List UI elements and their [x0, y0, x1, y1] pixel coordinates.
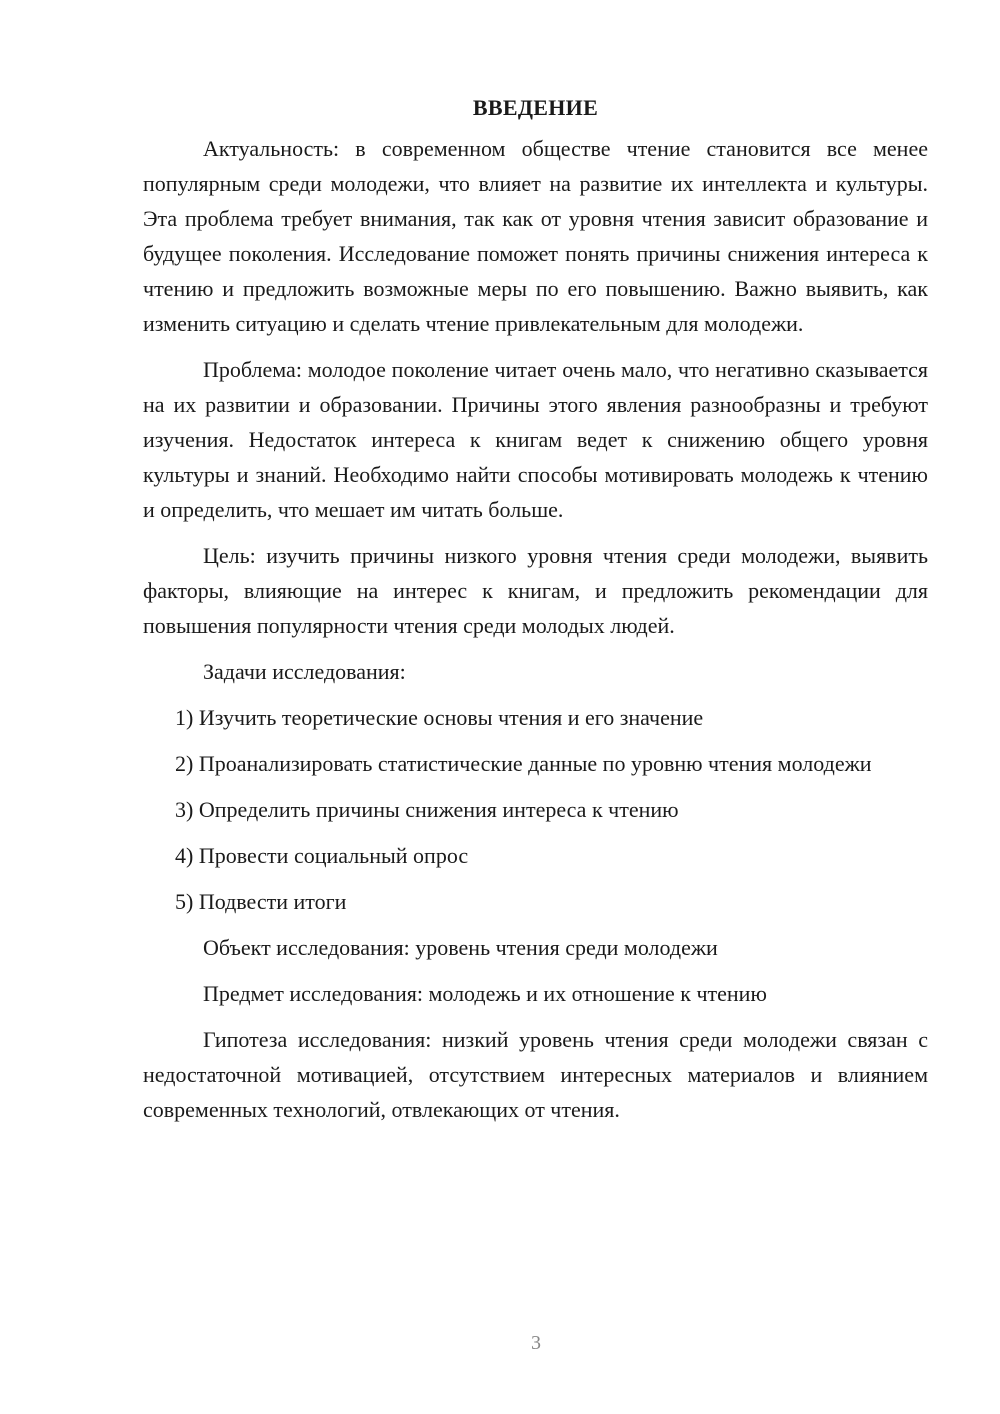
- task-item: 3) Определить причины снижения интереса к чтению: [175, 797, 679, 822]
- object-paragraph: Объект исследования: уровень чтения среди молодежи: [203, 935, 718, 960]
- hypothesis-paragraph: Гипотеза исследования: низкий уровень чтения среди молодежи связан с недостаточной мотивацией, отсутствием интересных материалов и влиянием современных технологий, отвлекающих от чтения.: [143, 1027, 928, 1122]
- goal-paragraph: Цель: изучить причины низкого уровня чтения среди молодежи, выявить факторы, влияющие на интерес к книгам, и предложить рекомендации для повышения популярности чтения среди молодых людей.: [143, 543, 928, 638]
- task-item: 5) Подвести итоги: [175, 889, 347, 914]
- tasks-heading: Задачи исследования:: [203, 659, 406, 684]
- document-page: [143, 90, 928, 1138]
- task-item: 2) Проанализировать статистические данные по уровню чтения молодежи: [175, 751, 872, 776]
- page-number: 3: [531, 1332, 541, 1354]
- section-heading: ВВЕДЕНИЕ: [472, 95, 599, 120]
- problem-paragraph: Проблема: молодое поколение читает очень мало, что негативно сказывается на их развитии и образовании. Причины этого явления разнообразны и требуют изучения. Недостаток интереса к книгам ведет к снижению общего уровня культуры и знаний. Необходимо найти способы мотивировать молодежь к чтению и определить, что мешает им читать больше.: [143, 357, 928, 522]
- task-item: 1) Изучить теоретические основы чтения и его значение: [175, 705, 704, 730]
- subject-paragraph: Предмет исследования: молодежь и их отношение к чтению: [203, 981, 767, 1006]
- tasks-list: [143, 700, 928, 919]
- relevance-paragraph: Актуальность: в современном обществе чтение становится все менее популярным среди молодежи, что влияет на развитие их интеллекта и культуры. Эта проблема требует внимания, так как от уровня чтения зависит образование и будущее поколения. Исследование поможет понять причины снижения интереса к чтению и предложить возможные меры по его повышению. Важно выявить, как изменить ситуацию и сделать чтение привлекательным для молодежи.: [143, 136, 928, 336]
- task-item: 4) Провести социальный опрос: [175, 843, 469, 868]
